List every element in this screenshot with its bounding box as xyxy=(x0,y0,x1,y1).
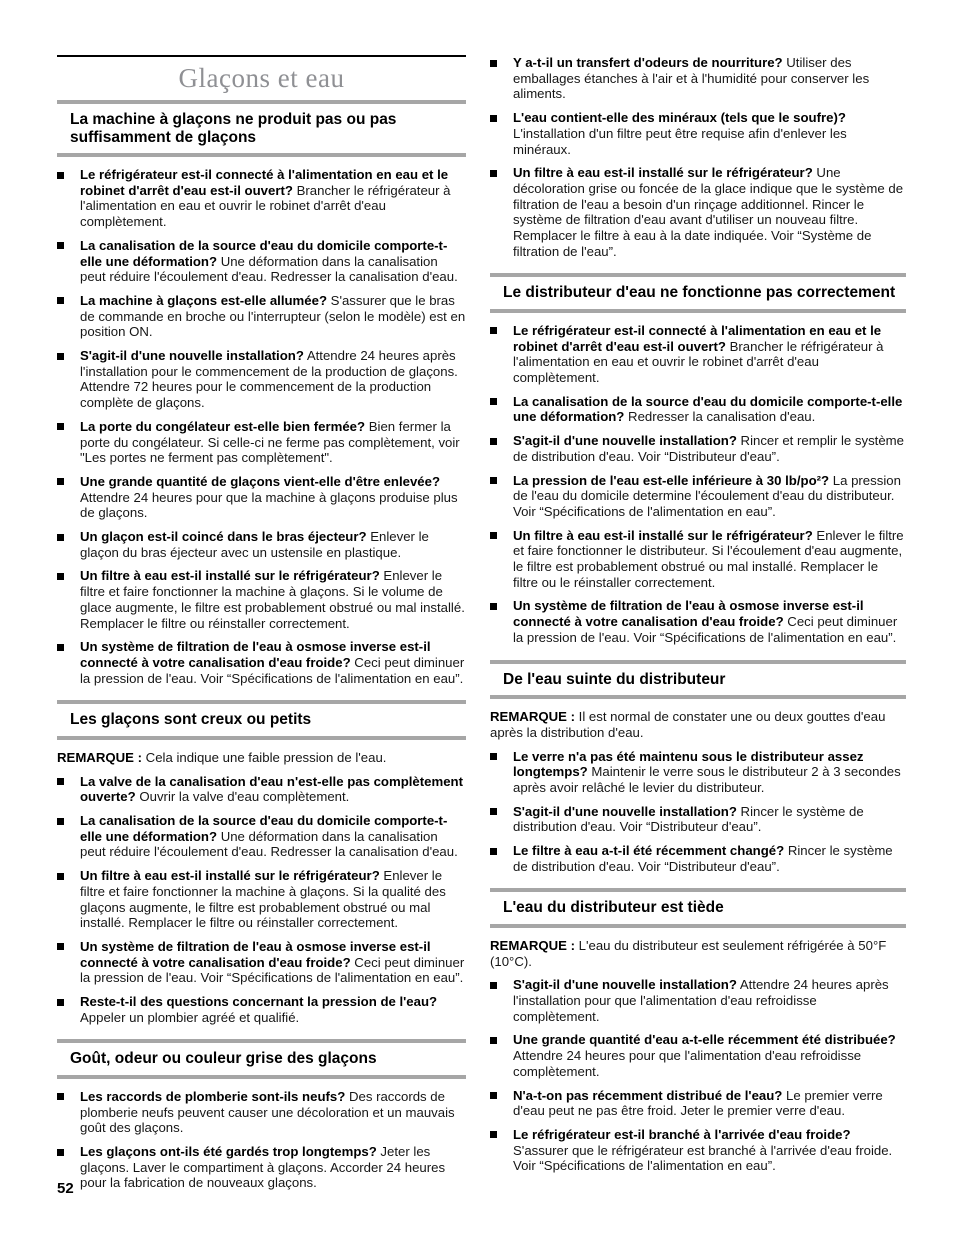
answer-text: Des raccords de plomberie neufs peuvent causer une décoloration et un mauvais goût des glaçons. xyxy=(80,1088,455,1136)
troubleshoot-item xyxy=(490,433,906,464)
troubleshoot-text xyxy=(80,813,466,860)
note-label: REMARQUE : xyxy=(57,749,142,765)
bullet-square-icon xyxy=(57,573,64,580)
bullet-square-icon xyxy=(57,873,64,880)
note-label: REMARQUE : xyxy=(490,937,575,953)
troubleshoot-text xyxy=(513,1032,906,1079)
bullet-square-icon xyxy=(490,438,497,445)
section-heading-text: La machine à glaçons ne produit pas ou pas suffisamment de glaçons xyxy=(70,111,397,146)
troubleshoot-item xyxy=(490,1088,906,1119)
answer-text: Enlever le filtre et faire fonctionner la machine à glaçons. Si le volume de glace augmente, le filtre est probablement obstrué ou mal installé. Remplacer le filtre ou réinstaller correctement. xyxy=(80,568,465,631)
bullet-square-icon xyxy=(57,778,64,785)
troubleshoot-text xyxy=(513,323,906,386)
troubleshoot-item xyxy=(490,598,906,645)
troubleshoot-text xyxy=(80,419,466,466)
troubleshoot-text xyxy=(80,568,466,631)
note-text: Cela indique une faible pression de l'eau. xyxy=(142,749,387,765)
troubleshoot-item xyxy=(490,1032,906,1079)
bullet-square-icon xyxy=(490,753,497,760)
bullet-square-icon xyxy=(57,242,64,249)
troubleshoot-item xyxy=(490,473,906,520)
note-text: L'eau du distributeur est seulement réfrigérée à 50°F (10°C). xyxy=(490,937,887,969)
bullet-square-icon xyxy=(490,848,497,855)
section-rule-top xyxy=(490,273,906,277)
troubleshoot-text xyxy=(80,293,466,340)
question-text: La canalisation de la source d'eau du domicile comporte-t-elle une déformation? xyxy=(513,393,903,425)
question-text: La valve de la canalisation d'eau n'est-elle pas complètement ouverte? xyxy=(80,773,463,805)
bullet-square-icon xyxy=(490,115,497,122)
bullet-square-icon xyxy=(57,353,64,360)
bullet-square-icon xyxy=(57,1093,64,1100)
answer-text: Rincer le système de distribution d'eau. Voir “Distributeur d'eau”. xyxy=(513,803,864,835)
note-text: Il est normal de constater une ou deux gouttes d'eau après la distribution d'eau. xyxy=(490,709,886,740)
section-heading xyxy=(490,660,906,700)
troubleshoot-text xyxy=(513,749,906,796)
bullet-square-icon xyxy=(490,327,497,334)
bullet-square-icon xyxy=(490,1037,497,1044)
bullet-square-icon xyxy=(490,808,497,815)
question-text: L'eau contient-elle des minéraux (tels que le soufre)? xyxy=(513,110,846,126)
right-column xyxy=(490,55,906,1174)
troubleshoot-item xyxy=(57,813,466,860)
question-text: Un système de filtration de l'eau à osmose inverse est-il connecté à votre canalisation d'eau froide? xyxy=(513,598,864,630)
bullet-square-icon xyxy=(490,1131,497,1138)
question-text: Le verre n'a pas été maintenu sous le distributeur assez longtemps? xyxy=(513,748,864,780)
answer-text: Ceci peut diminuer la pression de l'eau. Voir “Spécifications de l'alimentation en eau”. xyxy=(80,954,465,986)
answer-text: Rincer le système de distribution d'eau. Voir “Distributeur d'eau”. xyxy=(513,843,893,874)
troubleshoot-text xyxy=(513,598,906,645)
section-rule-top xyxy=(57,100,466,104)
note xyxy=(490,709,906,740)
troubleshoot-text xyxy=(80,348,466,411)
answer-text: Enlever le filtre et faire fonctionner la machine à glaçons. Si la qualité des glaçons augmente, le filtre est probablement obstrué ou mal installé. Remplacer le filtre ou réinstaller correctement. xyxy=(80,868,446,931)
bullet-square-icon xyxy=(57,297,64,304)
troubleshoot-item xyxy=(490,1127,906,1174)
question-text: Y a-t-il un transfert d'odeurs de nourriture? xyxy=(513,55,783,70)
question-text: Un filtre à eau est-il installé sur le réfrigérateur? xyxy=(80,568,380,584)
troubleshoot-text xyxy=(513,394,906,425)
question-text: N'a-t-on pas récemment distribué de l'eau? xyxy=(513,1087,783,1103)
question-text: Les raccords de plomberie sont-ils neufs? xyxy=(80,1088,346,1104)
question-text: S'agit-il d'une nouvelle installation? xyxy=(513,803,737,819)
troubleshoot-item xyxy=(490,323,906,386)
troubleshoot-item xyxy=(490,55,906,102)
section-rule-bottom xyxy=(490,924,906,928)
note-label: REMARQUE : xyxy=(490,709,575,725)
troubleshoot-text xyxy=(513,1088,906,1119)
answer-text: Une décoloration grise ou foncée de la glace indique que le système de filtration de l'eau a besoin d'un rinçage additionnel. Rincer le système de filtration d'eau avant d'utiliser un nouveau filtre. Remplacer le filtre à eau à la date indiquée. Voir “Système de filtration de l'eau”. xyxy=(513,165,904,259)
bullet-square-icon xyxy=(57,943,64,950)
troubleshoot-text xyxy=(513,110,906,157)
note xyxy=(57,750,466,766)
answer-text: Brancher le réfrigérateur à l'alimentation en eau et ouvrir le robinet d'arrêt d'eau complètement. xyxy=(513,338,884,386)
troubleshoot-item xyxy=(57,529,466,560)
troubleshoot-item xyxy=(57,774,466,805)
section-heading xyxy=(490,888,906,928)
answer-text: L'installation d'un filtre peut être requise afin d'enlever les minéraux. xyxy=(513,125,847,157)
bullet-square-icon xyxy=(490,477,497,484)
bullet-square-icon xyxy=(57,818,64,825)
section-heading xyxy=(57,100,466,157)
troubleshoot-item xyxy=(57,293,466,340)
bullet-square-icon xyxy=(57,172,64,179)
question-text: Le filtre à eau a-t-il été récemment changé? xyxy=(513,843,785,859)
answer-text: Attendre 24 heures pour que la machine à glaçons produise plus de glaçons. xyxy=(80,489,458,521)
section-rule-top xyxy=(57,1039,466,1043)
page-number: 52 xyxy=(57,1180,74,1197)
troubleshoot-item xyxy=(490,804,906,835)
bullet-square-icon xyxy=(490,532,497,539)
troubleshoot-text xyxy=(80,474,466,521)
troubleshoot-item xyxy=(57,639,466,686)
troubleshoot-text xyxy=(513,165,906,259)
troubleshoot-text xyxy=(513,433,906,464)
question-text: La porte du congélateur est-elle bien fermée? xyxy=(80,418,366,434)
bullet-square-icon xyxy=(490,60,497,67)
troubleshoot-text xyxy=(80,1089,466,1136)
troubleshoot-text xyxy=(80,774,466,805)
answer-text: Ceci peut diminuer la pression de l'eau. Voir “Spécifications de l'alimentation en eau”. xyxy=(80,654,465,686)
section-heading-text: De l'eau suinte du distributeur xyxy=(503,670,726,688)
troubleshoot-item xyxy=(57,1144,466,1191)
troubleshoot-item xyxy=(490,165,906,259)
bullet-square-icon xyxy=(490,1092,497,1099)
troubleshoot-item xyxy=(57,238,466,285)
troubleshoot-item xyxy=(490,977,906,1024)
note xyxy=(490,938,906,969)
answer-text: Jeter les glaçons. Laver le compartiment à glaçons. Accorder 24 heures pour la fabrication de nouveaux glaçons. xyxy=(80,1144,446,1191)
answer-text: La pression de l'eau du domicile determine l'écoulement d'eau du distributeur. Voir “Spécifications de l'alimentation en eau”. xyxy=(513,472,901,519)
question-text: Le réfrigérateur est-il connecté à l'alimentation en eau et le robinet d'arrêt d'eau est-il ouvert? xyxy=(513,322,882,354)
troubleshoot-text xyxy=(80,1144,466,1191)
answer-text: Une déformation dans la canalisation peut réduire l'écoulement d'eau. Redresser la canalisation d'eau. xyxy=(80,828,458,860)
troubleshoot-item xyxy=(57,167,466,230)
question-text: La canalisation de la source d'eau du domicile comporte-t-elle une déformation? xyxy=(80,237,448,269)
section-heading xyxy=(57,700,466,740)
bullet-square-icon xyxy=(57,644,64,651)
bullet-square-icon xyxy=(57,478,64,485)
bullet-square-icon xyxy=(57,1149,64,1156)
answer-text: Enlever le filtre et faire fonctionner le distributeur. Si l'écoulement d'eau augmente, le filtre est probablement obstrué ou mal installé. Remplacer le filtre ou le réinstaller correctement. xyxy=(513,527,904,590)
section-heading-text: Les glaçons sont creux ou petits xyxy=(70,711,312,729)
answer-text: Attendre 24 heures après l'installation pour le commencement de la production de glaçons. Attendre 72 heures pour le commencement de la production complète de glaçons. xyxy=(80,348,458,411)
section-rule-bottom xyxy=(57,736,466,740)
troubleshoot-text xyxy=(513,977,906,1024)
answer-text: Attendre 24 heures après l'installation pour que l'alimentation d'eau refroidisse complètement. xyxy=(513,977,889,1024)
question-text: Le réfrigérateur est-il branché à l'arrivée d'eau froide? xyxy=(513,1126,851,1142)
answer-text: S'assurer que le réfrigérateur est branché à l'arrivée d'eau froide. Voir “Spécifications de l'alimentation en eau”. xyxy=(513,1142,893,1174)
question-text: La machine à glaçons est-elle allumée? xyxy=(80,292,327,308)
troubleshoot-text xyxy=(513,473,906,520)
section-heading-text: Goût, odeur ou couleur grise des glaçons xyxy=(70,1050,377,1068)
answer-text: Rincer et remplir le système de distribution d'eau. Voir “Distributeur d'eau”. xyxy=(513,433,904,464)
question-text: Reste-t-il des questions concernant la pression de l'eau? xyxy=(80,994,438,1010)
bullet-square-icon xyxy=(490,398,497,405)
answer-text: Bien fermer la porte du congélateur. Si celle-ci ne ferme pas complètement, voir "Les portes ne ferment pas complètement". xyxy=(80,418,460,466)
question-text: S'agit-il d'une nouvelle installation? xyxy=(513,977,737,993)
troubleshoot-text xyxy=(80,868,466,931)
question-text: Un système de filtration de l'eau à osmose inverse est-il connecté à votre canalisation d'eau froide? xyxy=(80,938,431,970)
troubleshoot-text xyxy=(80,639,466,686)
section-heading xyxy=(490,273,906,313)
answer-text: S'assurer que le bras de commande en broche ou l'interrupteur (selon le modèle) est en position ON. xyxy=(80,292,466,340)
question-text: Une grande quantité de glaçons vient-elle d'être enlevée? xyxy=(80,473,441,489)
troubleshoot-item xyxy=(490,843,906,874)
left-column xyxy=(57,55,466,1191)
question-text: Un glaçon est-il coincé dans le bras éjecteur? xyxy=(80,529,367,545)
answer-text: Ouvrir la valve d'eau complètement. xyxy=(135,789,350,805)
section-heading-text: L'eau du distributeur est tiède xyxy=(503,899,724,917)
question-text: Les glaçons ont-ils été gardés trop longtemps? xyxy=(80,1144,377,1160)
section-rule-bottom xyxy=(490,309,906,313)
troubleshoot-item xyxy=(490,749,906,796)
answer-text: Une déformation dans la canalisation peut réduire l'écoulement d'eau. Redresser la canalisation d'eau. xyxy=(80,253,458,285)
page-title: Glaçons et eau xyxy=(178,63,345,93)
section-rule-top xyxy=(57,700,466,704)
masthead xyxy=(57,55,466,92)
troubleshoot-text xyxy=(80,529,466,560)
troubleshoot-text xyxy=(80,238,466,285)
troubleshoot-item xyxy=(57,419,466,466)
troubleshoot-text xyxy=(80,167,466,230)
troubleshoot-text xyxy=(513,1127,906,1174)
troubleshoot-text xyxy=(80,994,466,1025)
bullet-square-icon xyxy=(490,170,497,177)
section-rule-bottom xyxy=(57,153,466,157)
troubleshoot-item xyxy=(490,110,906,157)
answer-text: Brancher le réfrigérateur à l'alimentation en eau et ouvrir le robinet d'arrêt d'eau complètement. xyxy=(80,182,451,230)
troubleshoot-text xyxy=(513,804,906,835)
answer-text: Le premier verre d'eau peut ne pas être froid. Jeter le premier verre d'eau. xyxy=(513,1087,883,1119)
troubleshoot-text xyxy=(513,528,906,591)
question-text: S'agit-il d'une nouvelle installation? xyxy=(513,433,737,449)
troubleshoot-text xyxy=(513,55,906,102)
section-heading xyxy=(57,1039,466,1079)
answer-text: Appeler un plombier agréé et qualifié. xyxy=(80,1009,300,1025)
question-text: La canalisation de la source d'eau du domicile comporte-t-elle une déformation? xyxy=(80,813,448,844)
section-rule-top xyxy=(490,888,906,892)
bullet-square-icon xyxy=(57,534,64,541)
question-text: Une grande quantité d'eau a-t-elle récemment été distribuée? xyxy=(513,1032,896,1048)
question-text: S'agit-il d'une nouvelle installation? xyxy=(80,348,304,364)
top-rule xyxy=(57,55,466,57)
question-text: Le réfrigérateur est-il connecté à l'alimentation en eau et le robinet d'arrêt d'eau est-il ouvert? xyxy=(80,167,449,198)
troubleshoot-item xyxy=(57,568,466,631)
section-rule-top xyxy=(490,660,906,664)
bullet-square-icon xyxy=(490,603,497,610)
question-text: Un filtre à eau est-il installé sur le réfrigérateur? xyxy=(513,165,813,181)
question-text: La pression de l'eau est-elle inférieure à 30 lb/po²? xyxy=(513,472,830,488)
bullet-square-icon xyxy=(57,999,64,1006)
troubleshoot-item xyxy=(57,994,466,1025)
answer-text: Maintenir le verre sous le distributeur 2 à 3 secondes après avoir relâché le levier du distributeur. xyxy=(513,764,901,795)
troubleshoot-text xyxy=(80,939,466,986)
bullet-square-icon xyxy=(57,423,64,430)
question-text: Un filtre à eau est-il installé sur le réfrigérateur? xyxy=(80,868,380,884)
troubleshoot-item xyxy=(57,939,466,986)
answer-text: Enlever le glaçon du bras éjecteur avec un ustensile en plastique. xyxy=(80,529,429,560)
troubleshoot-item xyxy=(57,348,466,411)
troubleshoot-item xyxy=(57,474,466,521)
answer-text: Attendre 24 heures pour que l'alimentation d'eau refroidisse complètement. xyxy=(513,1048,862,1079)
troubleshoot-item xyxy=(57,868,466,931)
section-rule-bottom xyxy=(57,1075,466,1079)
question-text: Un système de filtration de l'eau à osmose inverse est-il connecté à votre canalisation d'eau froide? xyxy=(80,639,431,670)
troubleshoot-text xyxy=(513,843,906,874)
question-text: Un filtre à eau est-il installé sur le réfrigérateur? xyxy=(513,527,813,543)
answer-text: Ceci peut diminuer la pression de l'eau. Voir “Spécifications de l'alimentation en eau”. xyxy=(513,614,898,645)
troubleshoot-item xyxy=(490,528,906,591)
section-heading-text: Le distributeur d'eau ne fonctionne pas correctement xyxy=(503,284,896,302)
section-rule-bottom xyxy=(490,695,906,699)
troubleshoot-item xyxy=(490,394,906,425)
answer-text: Utiliser des emballages étanches à l'air et à l'humidité pour conserver les aliments. xyxy=(513,55,870,102)
bullet-square-icon xyxy=(490,982,497,989)
answer-text: Redresser la canalisation d'eau. xyxy=(624,409,816,425)
troubleshoot-item xyxy=(57,1089,466,1136)
